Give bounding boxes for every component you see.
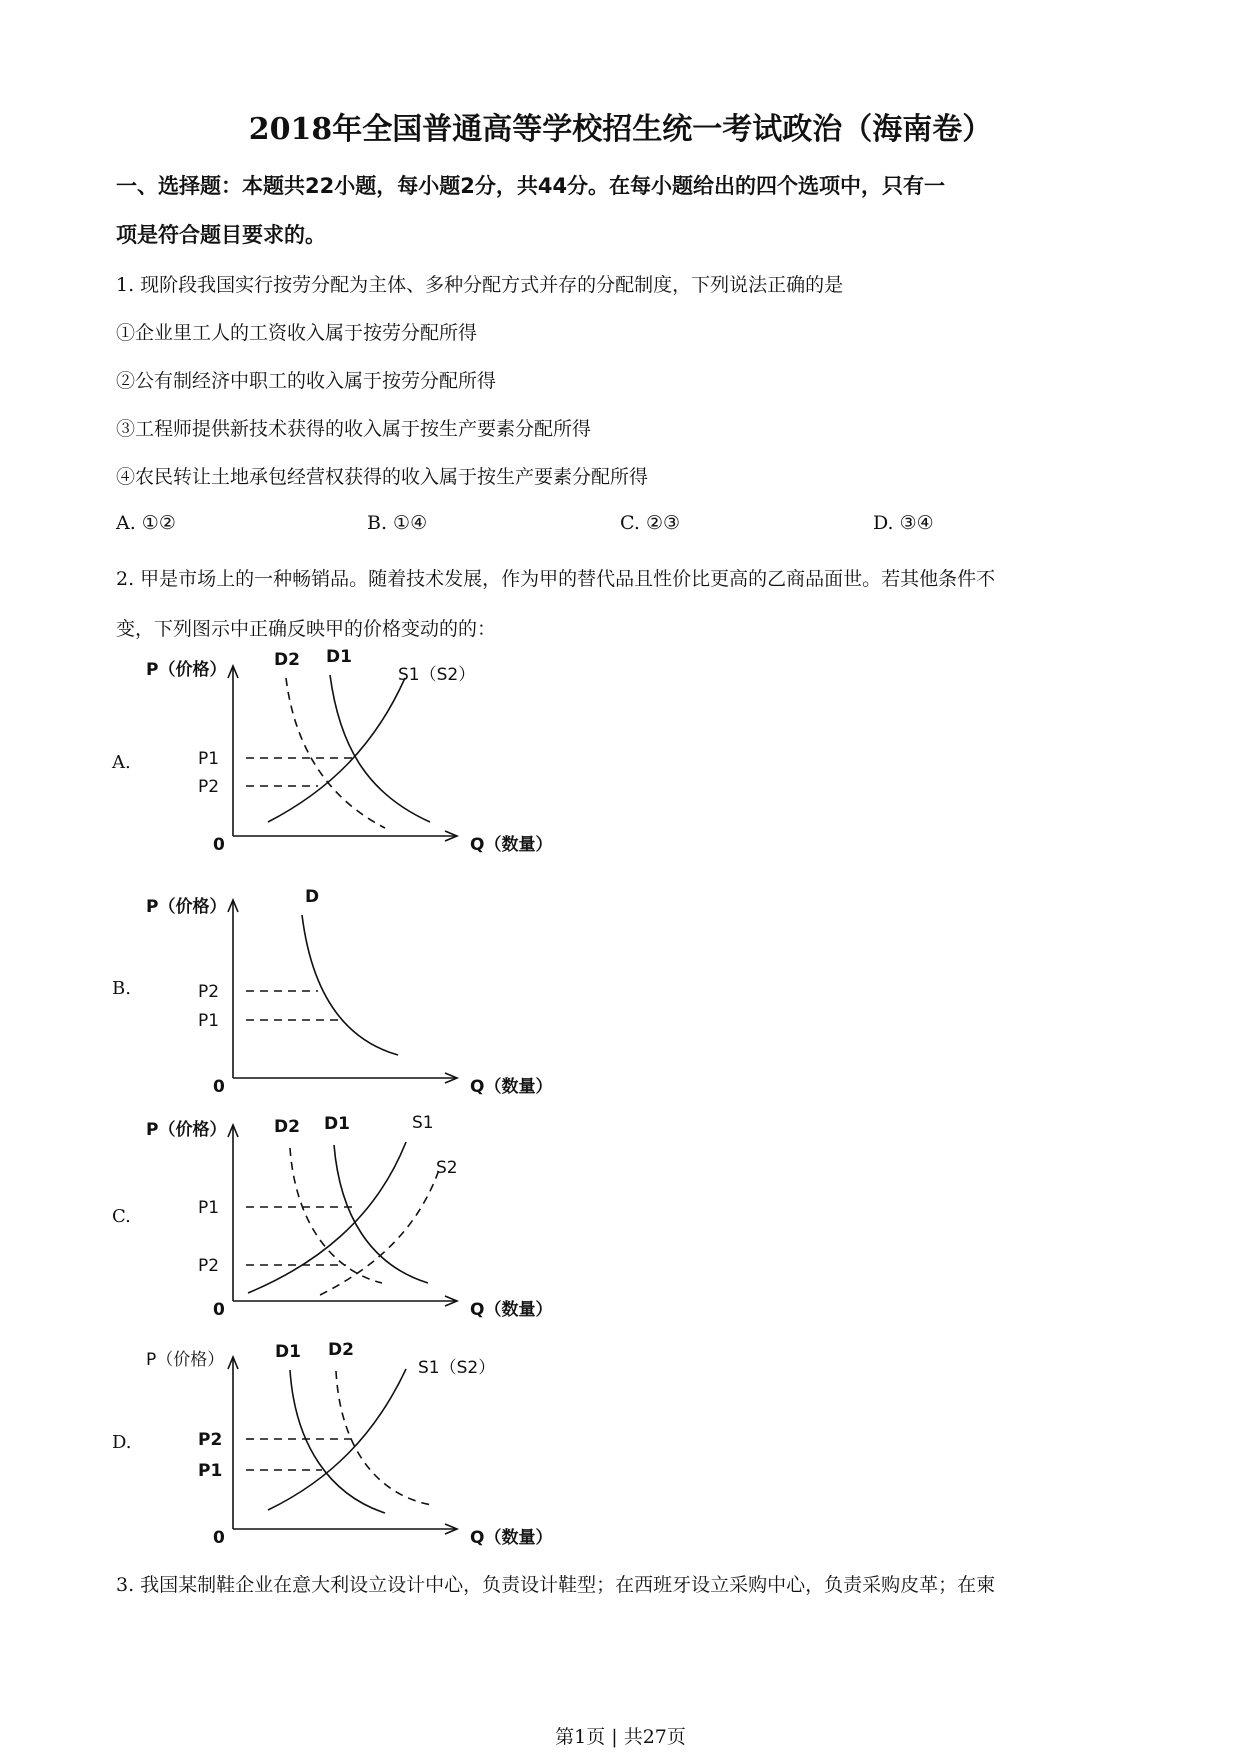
graph-c-d2-label: D2 bbox=[274, 1117, 300, 1137]
q1-option-a: A. ①② bbox=[116, 512, 176, 534]
graph-c-s2-label: S2 bbox=[436, 1158, 458, 1178]
q1-statement-3: ③工程师提供新技术获得的收入属于按生产要素分配所得 bbox=[116, 418, 592, 440]
q2-stem-cont: 变，下列图示中正确反映甲的价格变动的的： bbox=[116, 618, 497, 640]
graph-c-x-label: Q（数量） bbox=[470, 1300, 553, 1320]
page-footer: 第1页 | 共27页 bbox=[555, 1726, 686, 1748]
q1-option-c: C. ②③ bbox=[620, 512, 681, 534]
graph-c-supply-s1 bbox=[248, 1142, 406, 1293]
graph-a-p2-label: P2 bbox=[198, 777, 220, 797]
graph-d-p2-label: P2 bbox=[198, 1430, 223, 1450]
graph-b-origin: 0 bbox=[213, 1077, 225, 1097]
graph-b-p2-label: P2 bbox=[198, 982, 220, 1002]
graph-d-x-label: Q（数量） bbox=[470, 1528, 553, 1548]
graph-a-demand-d1 bbox=[330, 675, 430, 822]
graph-b bbox=[0, 880, 1241, 1100]
graph-d-d2-label: D2 bbox=[328, 1340, 354, 1360]
q1-option-d: D. ③④ bbox=[873, 512, 934, 534]
graph-d-d1-label: D1 bbox=[275, 1342, 301, 1362]
graph-d-letter: D. bbox=[112, 1432, 132, 1453]
graph-a-d1-label: D1 bbox=[326, 647, 352, 667]
graph-c-p1-label: P1 bbox=[198, 1198, 220, 1218]
graph-d-y-label: P（价格） bbox=[146, 1350, 225, 1370]
graph-b-x-label: Q（数量） bbox=[470, 1077, 553, 1097]
graph-c-s1-label: S1 bbox=[412, 1113, 434, 1133]
q1-statement-2: ②公有制经济中职工的收入属于按劳分配所得 bbox=[116, 370, 497, 392]
graph-a-p1-label: P1 bbox=[198, 749, 220, 769]
q1-statement-1: ①企业里工人的工资收入属于按劳分配所得 bbox=[116, 322, 478, 344]
graph-d-p1-label: P1 bbox=[198, 1461, 223, 1481]
graph-a-demand-d2 bbox=[286, 678, 385, 828]
graph-d-demand-d2 bbox=[336, 1371, 432, 1505]
graph-a-letter: A. bbox=[112, 752, 131, 773]
graph-a-supply-curve bbox=[268, 678, 405, 822]
graph-b-y-label: P（价格） bbox=[146, 897, 227, 917]
graph-b-demand-d bbox=[302, 915, 398, 1055]
section-heading: 一、选择题：本题共22小题，每小题2分，共44分。在每小题给出的四个选项中，只有一 bbox=[116, 174, 946, 198]
graph-c-demand-d1 bbox=[334, 1145, 428, 1283]
q2-stem: 2. 甲是市场上的一种畅销品。随着技术发展，作为甲的替代品且性价比更高的乙商品面世。若其他条件不 bbox=[116, 568, 996, 590]
graph-a-origin: 0 bbox=[213, 835, 225, 855]
graph-d-supply-label: S1（S2） bbox=[418, 1358, 496, 1378]
graph-a bbox=[0, 640, 1241, 870]
graph-a-d2-label: D2 bbox=[274, 650, 300, 670]
graph-b-p1-label: P1 bbox=[198, 1011, 220, 1031]
q1-statement-4: ④农民转让土地承包经营权获得的收入属于按生产要素分配所得 bbox=[116, 466, 649, 488]
graph-c-letter: C. bbox=[112, 1206, 131, 1227]
q3-stem: 3. 我国某制鞋企业在意大利设立设计中心，负责设计鞋型；在西班牙设立采购中心，负责采购皮革；在柬 bbox=[116, 1574, 996, 1596]
page-title: 2018年全国普通高等学校招生统一考试政治（海南卷） bbox=[248, 112, 993, 147]
graph-d-origin: 0 bbox=[213, 1528, 225, 1548]
graph-a-x-label: Q（数量） bbox=[470, 835, 553, 855]
graph-a-y-label: P（价格） bbox=[146, 660, 227, 680]
graph-c-p2-label: P2 bbox=[198, 1256, 220, 1276]
graph-a-supply-label: S1（S2） bbox=[398, 665, 476, 685]
graph-d bbox=[0, 1335, 1241, 1555]
q1-stem: 1. 现阶段我国实行按劳分配为主体、多种分配方式并存的分配制度，下列说法正确的是 bbox=[116, 274, 844, 296]
graph-c-origin: 0 bbox=[213, 1300, 225, 1320]
graph-c-demand-d2 bbox=[290, 1148, 382, 1283]
graph-b-d-label: D bbox=[305, 887, 320, 907]
section-heading-cont: 项是符合题目要求的。 bbox=[116, 223, 326, 247]
graph-b-letter: B. bbox=[112, 978, 131, 999]
q1-option-b: B. ①④ bbox=[367, 512, 428, 534]
graph-c bbox=[0, 1105, 1241, 1330]
graph-c-supply-s2 bbox=[320, 1167, 440, 1295]
graph-c-d1-label: D1 bbox=[324, 1114, 350, 1134]
graph-c-y-label: P（价格） bbox=[146, 1120, 227, 1140]
